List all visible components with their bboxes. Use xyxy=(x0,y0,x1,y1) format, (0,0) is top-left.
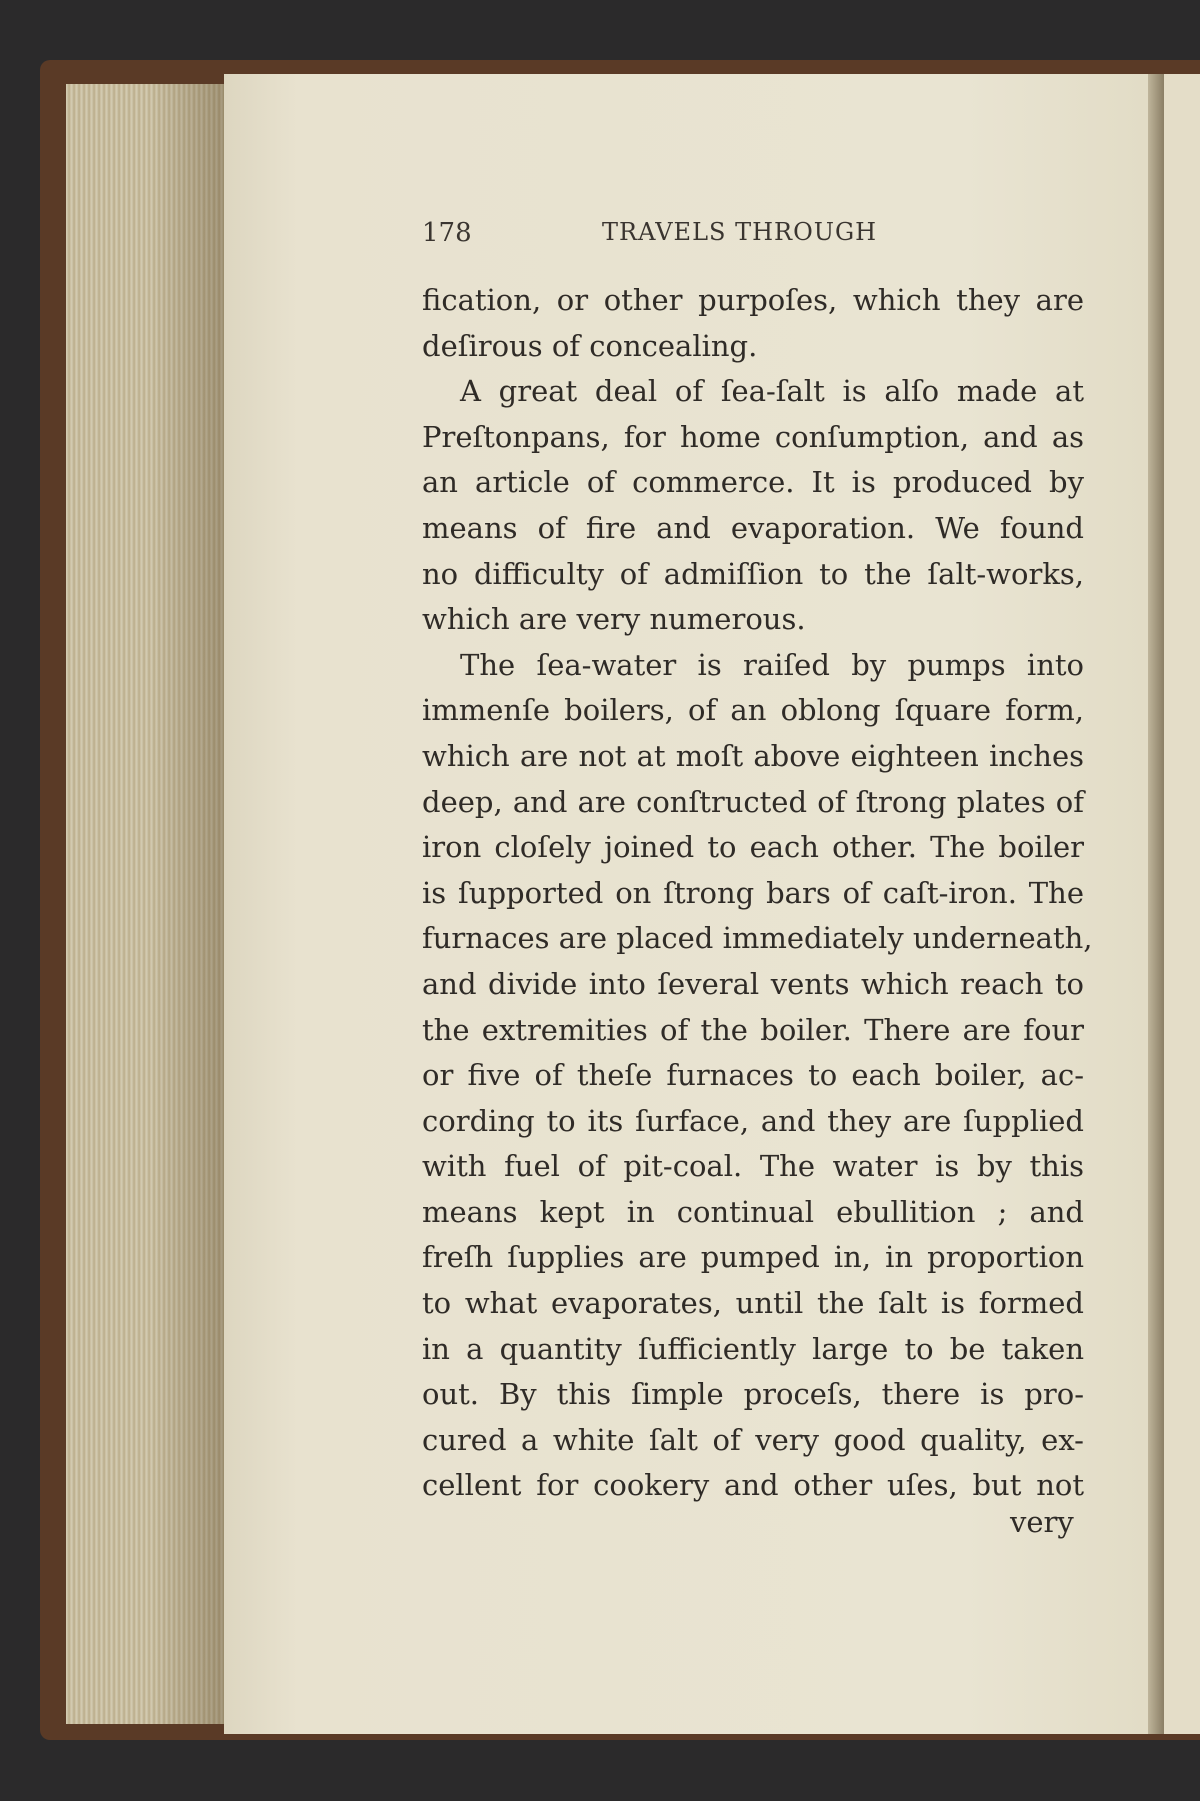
text-line: cured a white ſalt of very good quality, ex- xyxy=(422,1422,1084,1457)
text-line: an article of commerce. It is produced by xyxy=(422,465,1084,500)
text-line: freſh ſupplies are pumped in, in proportion xyxy=(422,1240,1084,1275)
text-line: A great deal of ſea-ſalt is alſo made at xyxy=(460,374,1084,409)
text-line: or five of theſe furnaces to each boiler, ac- xyxy=(422,1058,1084,1093)
running-title: TRAVELS THROUGH xyxy=(602,218,878,246)
text-line: immenſe boilers, of an oblong ſquare form, xyxy=(422,693,1084,728)
text-line: which are very numerous. xyxy=(422,602,806,637)
page-number: 178 xyxy=(422,218,472,248)
book-gutter xyxy=(1148,74,1164,1734)
text-line: means kept in continual ebullition ; and xyxy=(422,1194,1084,1229)
text-line: The ſea-water is raiſed by pumps into xyxy=(460,647,1084,682)
text-line: which are not at moſt above eighteen inches xyxy=(422,738,1084,773)
text-line: cording to its ſurface, and they are ſupplied xyxy=(422,1103,1084,1138)
catchword: very xyxy=(1010,1505,1074,1539)
text-line: iron cloſely joined to each other. The boiler xyxy=(422,830,1084,865)
text-line: furnaces are placed immediately underneath, xyxy=(422,921,1093,956)
facing-page-edge xyxy=(1164,74,1200,1734)
page-header xyxy=(422,218,900,254)
page-text xyxy=(422,278,1093,1509)
text-line: is ſupported on ſtrong bars of caſt-iron. The xyxy=(422,875,1084,910)
text-line: with fuel of pit-coal. The water is by this xyxy=(422,1149,1084,1184)
text-line: fication, or other purpoſes, which they are xyxy=(422,283,1084,317)
text-line: means of fire and evaporation. We found xyxy=(422,510,1084,545)
text-line: deep, and are conſtructed of ſtrong plates of xyxy=(422,784,1084,819)
text-line: in a quantity ſufficiently large to be taken xyxy=(422,1331,1084,1366)
text-line: deſirous of concealing. xyxy=(422,328,758,363)
page-edges-shadow xyxy=(150,84,226,1724)
text-line: the extremities of the boiler. There are four xyxy=(422,1012,1084,1047)
text-line: no difficulty of admiſſion to the ſalt-works, xyxy=(422,556,1084,591)
text-line: cellent for cookery and other uſes, but not xyxy=(422,1468,1084,1503)
text-line: out. By this ſimple proceſs, there is pro- xyxy=(422,1377,1084,1412)
text-line: Preſtonpans, for home conſumption, and as xyxy=(422,419,1084,454)
text-line: and divide into ſeveral vents which reach to xyxy=(422,966,1084,1001)
text-line: to what evaporates, until the ſalt is formed xyxy=(422,1286,1084,1321)
